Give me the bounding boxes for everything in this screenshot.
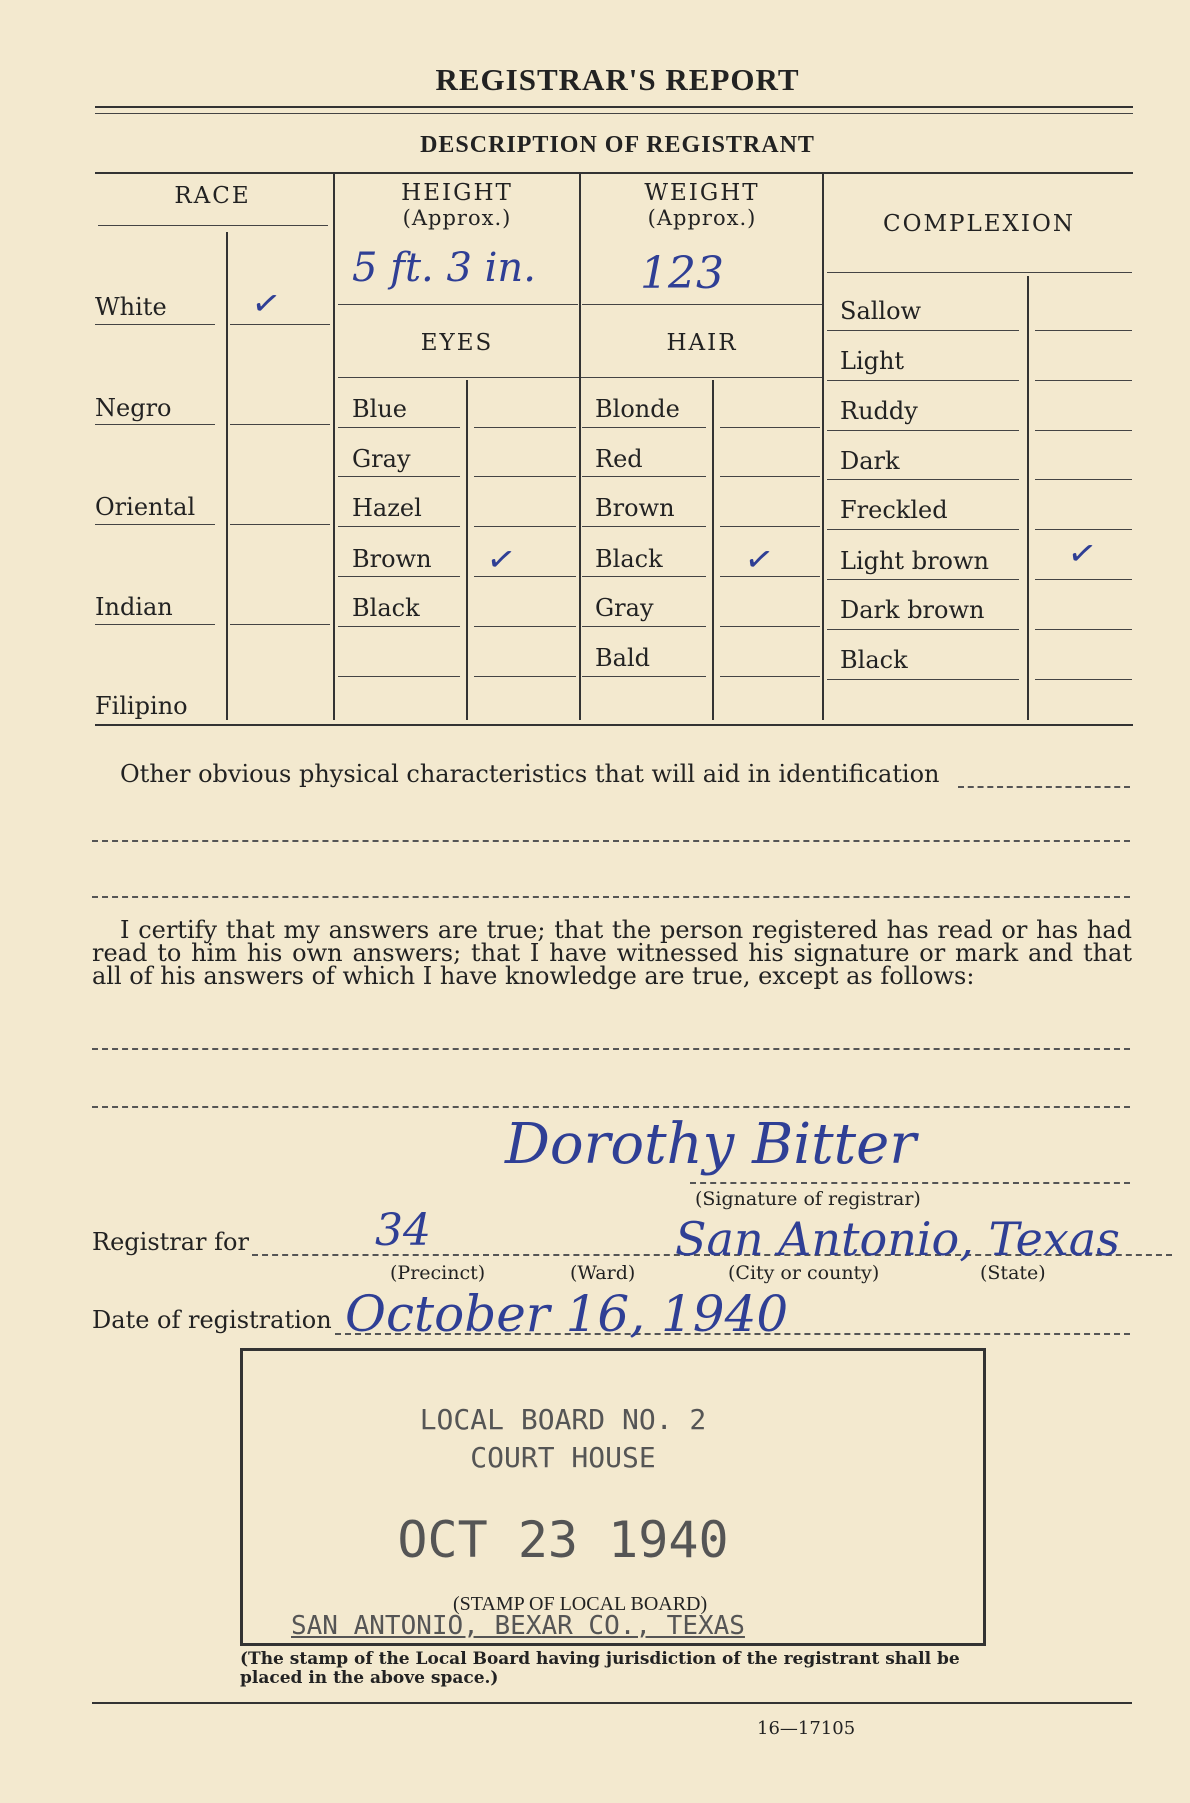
- complexion-option-light-brown: Light brown: [840, 547, 989, 575]
- section-title: DESCRIPTION OF REGISTRANT: [420, 132, 815, 158]
- height-subheader: (Approx.): [402, 206, 512, 230]
- complexion-check-rule: [1035, 579, 1132, 580]
- race-header-rule: [98, 225, 328, 226]
- race-check-rule: [230, 624, 330, 625]
- height-value: 5 ft. 3 in.: [352, 245, 536, 291]
- race-option-white: White: [95, 293, 167, 321]
- hair-option-brown: Brown: [595, 494, 675, 522]
- complexion-option-black: Black: [840, 646, 908, 674]
- eyes-check-rule: [474, 576, 576, 577]
- table-bottom-rule: [95, 724, 1133, 726]
- complexion-check-rule: [1035, 330, 1132, 331]
- race-header: RACE: [174, 183, 251, 209]
- eyes-check-divider: [466, 380, 468, 720]
- eyes-rule: [338, 676, 460, 677]
- race-option-filipino: Filipino: [95, 692, 188, 720]
- other-characteristics-line-2: [92, 840, 1130, 842]
- col-divider-1: [333, 174, 335, 720]
- stamp-location: SAN ANTONIO, BEXAR CO., TEXAS: [291, 1611, 745, 1641]
- stamp-caption: (STAMP OF LOCAL BOARD): [453, 1593, 708, 1615]
- hair-check-rule: [720, 476, 820, 477]
- city-caption: (City or county): [728, 1262, 880, 1284]
- registrar-for-label: Registrar for: [92, 1228, 249, 1256]
- registrar-signature: Dorothy Bitter: [505, 1112, 917, 1177]
- hair-check-rule: [720, 576, 820, 577]
- complexion-header-rule: [827, 272, 1132, 273]
- hair-rule: [582, 626, 706, 627]
- exceptions-line-2: [92, 1106, 1130, 1108]
- stamp-box: [240, 1348, 986, 1646]
- eyes-header: EYES: [420, 330, 494, 356]
- weight-subheader: (Approx.): [647, 206, 757, 230]
- complexion-rule: [827, 679, 1019, 680]
- col-divider-2: [579, 174, 581, 720]
- complexion-option-ruddy: Ruddy: [840, 397, 918, 425]
- stamp-courthouse-line: COURT HOUSE: [470, 1441, 656, 1474]
- other-characteristics-line-3: [92, 896, 1130, 898]
- eyes-check-rule: [474, 626, 576, 627]
- hair-rule: [582, 526, 706, 527]
- hair-check-rule: [720, 626, 820, 627]
- complexion-light-brown-check: ✓: [1064, 531, 1100, 577]
- signature-line: [690, 1182, 1130, 1184]
- eyes-option-black: Black: [352, 594, 420, 622]
- eyes-rule: [338, 526, 460, 527]
- complexion-rule: [827, 629, 1019, 630]
- stamp-board-line: LOCAL BOARD NO. 2: [419, 1403, 707, 1436]
- complexion-check-rule: [1035, 629, 1132, 630]
- eyes-check-rule: [474, 476, 576, 477]
- footer-rule: [92, 1702, 1132, 1704]
- eyes-option-hazel: Hazel: [352, 494, 422, 522]
- eyes-rule: [338, 427, 460, 428]
- complexion-check-rule: [1035, 479, 1132, 480]
- title-rule: [95, 106, 1133, 108]
- signature-caption: (Signature of registrar): [695, 1188, 921, 1210]
- eyes-option-brown: Brown: [352, 545, 432, 573]
- hair-rule: [582, 427, 706, 428]
- section-rule: [95, 172, 1133, 174]
- race-check-rule: [230, 324, 330, 325]
- certification-text: I certify that my answers are true; that the person registered has read or has had read to him his own answers; that I have witnessed his signature or mark and that all of his answers of which I have knowledge are true, except as follows:: [92, 916, 1132, 990]
- race-rule: [95, 524, 215, 525]
- complexion-rule: [827, 579, 1019, 580]
- eyes-brown-check: ✓: [483, 537, 519, 583]
- hair-header: HAIR: [666, 330, 738, 356]
- hair-rule: [582, 476, 706, 477]
- complexion-rule: [827, 430, 1019, 431]
- complexion-rule: [827, 479, 1019, 480]
- hair-option-gray: Gray: [595, 594, 654, 622]
- other-characteristics-line: [958, 786, 1130, 788]
- race-check-divider: [226, 232, 228, 720]
- race-rule: [95, 324, 215, 325]
- exceptions-line-1: [92, 1048, 1130, 1050]
- stamp-note: (The stamp of the Local Board having jurisdiction of the registrant shall be placed in the above space.): [240, 1649, 960, 1688]
- complexion-option-light: Light: [840, 347, 905, 375]
- complexion-rule: [827, 330, 1019, 331]
- stamp-date: OCT 23 1940: [397, 1511, 729, 1569]
- col-divider-3: [822, 174, 824, 720]
- height-header: HEIGHT: [401, 180, 513, 206]
- city-value: San Antonio, Texas: [675, 1212, 1120, 1266]
- complexion-check-divider: [1027, 276, 1029, 720]
- race-option-indian: Indian: [95, 593, 173, 621]
- race-option-oriental: Oriental: [95, 493, 196, 521]
- hair-option-bald: Bald: [595, 644, 650, 672]
- complexion-check-rule: [1035, 679, 1132, 680]
- complexion-option-dark: Dark: [840, 447, 900, 475]
- hair-check-divider: [712, 380, 714, 720]
- eyes-option-gray: Gray: [352, 445, 411, 473]
- state-caption: (State): [980, 1262, 1046, 1284]
- eyes-check-rule: [474, 427, 576, 428]
- eyes-check-rule: [474, 676, 576, 677]
- weight-header: WEIGHT: [644, 180, 760, 206]
- complexion-check-rule: [1035, 380, 1132, 381]
- complexion-check-rule: [1035, 529, 1132, 530]
- weight-value: 123: [640, 248, 724, 299]
- complexion-rule: [827, 380, 1019, 381]
- complexion-option-freckled: Freckled: [840, 496, 948, 524]
- eyes-rule: [338, 626, 460, 627]
- other-characteristics-label: Other obvious physical characteristics that will aid in identification: [120, 760, 940, 788]
- date-label: Date of registration: [92, 1306, 332, 1334]
- precinct-value: 34: [375, 1205, 431, 1256]
- title-rule-2: [95, 113, 1133, 114]
- precinct-caption: (Precinct): [390, 1262, 486, 1284]
- complexion-check-rule: [1035, 430, 1132, 431]
- height-rule: [338, 304, 578, 305]
- race-rule: [95, 424, 215, 425]
- complexion-option-dark-brown: Dark brown: [840, 596, 985, 624]
- page-title: REGISTRAR'S REPORT: [435, 62, 800, 97]
- race-white-check: ✓: [248, 281, 284, 327]
- hair-option-red: Red: [595, 445, 643, 473]
- weight-rule: [582, 304, 822, 305]
- form-number: 16—17105: [757, 1718, 856, 1739]
- race-option-negro: Negro: [95, 394, 172, 422]
- eyes-rule: [338, 476, 460, 477]
- race-rule: [95, 624, 215, 625]
- hair-option-black: Black: [595, 545, 663, 573]
- hair-black-check: ✓: [741, 537, 777, 583]
- hair-rule: [582, 676, 706, 677]
- complexion-option-sallow: Sallow: [840, 297, 922, 325]
- eyes-option-blue: Blue: [352, 395, 407, 423]
- race-check-rule: [230, 424, 330, 425]
- hair-option-blonde: Blonde: [595, 395, 680, 423]
- complexion-header: COMPLEXION: [883, 211, 1075, 237]
- hair-rule: [582, 576, 706, 577]
- eyes-check-rule: [474, 526, 576, 527]
- ward-caption: (Ward): [570, 1262, 636, 1284]
- hair-check-rule: [720, 526, 820, 527]
- eyes-rule: [338, 576, 460, 577]
- race-check-rule: [230, 524, 330, 525]
- hair-check-rule: [720, 427, 820, 428]
- date-value: October 16, 1940: [345, 1285, 789, 1343]
- hair-check-rule: [720, 676, 820, 677]
- complexion-rule: [827, 529, 1019, 530]
